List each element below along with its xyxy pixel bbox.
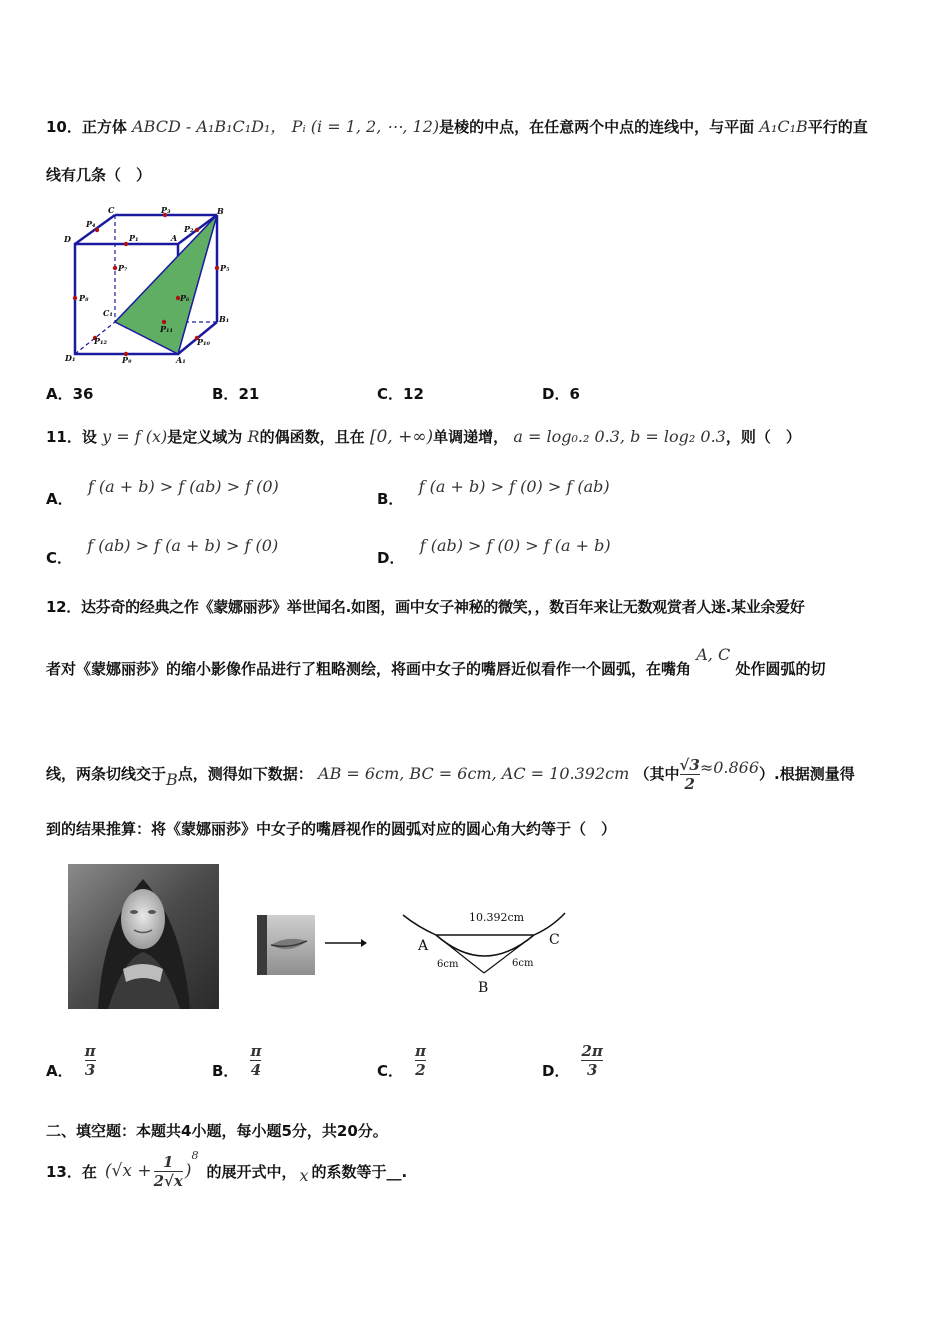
q10-option-b[interactable]: B．21 — [212, 385, 260, 403]
label-A: A — [171, 233, 178, 243]
arc-point-c: C — [549, 932, 560, 948]
label-C1: C₁ — [103, 308, 113, 318]
q10-line2: 线有几条（ ） — [46, 166, 152, 184]
arc-diagram — [398, 905, 570, 1000]
sqrt3-over-2: $\frac{√3}{2}$ — [679, 756, 700, 793]
two-pi-over-3: $\frac{2\pi}{3}$ — [581, 1042, 603, 1079]
label-P10: P₁₀ — [197, 337, 211, 347]
q11-option-c[interactable]: C． f (ab) > f (a + b) > f (0) — [46, 536, 279, 567]
q12-option-c[interactable]: C． $\frac{\pi}{2}$ — [377, 1042, 426, 1080]
arc-right-length: 6cm — [512, 958, 534, 969]
label-P2: P₂ — [184, 224, 194, 234]
q12-option-b[interactable]: B． $\frac{\pi}{4}$ — [212, 1042, 262, 1080]
q11-option-d[interactable]: D． f (ab) > f (0) > f (a + b) — [377, 536, 611, 567]
q10-option-a[interactable]: A．36 — [46, 385, 94, 403]
label-P9: P₉ — [122, 355, 132, 365]
q12-line1: 12．达芬奇的经典之作《蒙娜丽莎》举世闻名.如图，画中女子神秘的微笑，，数百年来让无数观赏者人迷.某业余爱好 — [46, 598, 805, 616]
q12-line3: 线，两条切线交于B点，测得如下数据： AB = 6cm, BC = 6cm, AC = 10.392cm （其中 $\frac{√3}{2}$ ≈0.866）.根据测量得 — [46, 756, 855, 793]
label-P12: P₁₂ — [94, 336, 108, 346]
label-P8: P₈ — [79, 293, 89, 303]
label-P6: P₆ — [180, 293, 190, 303]
label-P3: P₃ — [161, 205, 171, 215]
q10-option-c[interactable]: C．12 — [377, 385, 424, 403]
label-C: C — [108, 205, 115, 215]
q11-option-b[interactable]: B． f (a + b) > f (0) > f (ab) — [377, 477, 610, 508]
label-D1: D₁ — [65, 353, 76, 363]
pi-over-3: $\frac{\pi}{3}$ — [84, 1042, 96, 1079]
q12-line2: 者对《蒙娜丽莎》的缩小影像作品进行了粗略测绘，将画中女子的嘴唇近似看作一个圆弧，在嘴角 A, C 处作圆弧的切 — [46, 645, 826, 678]
arc-point-b: B — [478, 980, 489, 996]
q12-option-d[interactable]: D． $\frac{2\pi}{3}$ — [542, 1042, 603, 1080]
arc-top-label: 10.392cm — [469, 911, 525, 924]
pi-over-2: $\frac{\pi}{2}$ — [415, 1042, 426, 1079]
label-D: D — [64, 234, 71, 244]
q11-stem: 11．设 y = f (x)是定义域为 R的偶函数，且在 [0, +∞)单调递增， a = log₀.₂ 0.3, b = log₂ 0.3，则（ ） — [46, 427, 801, 447]
label-P1: P₁ — [129, 233, 139, 243]
q12-option-a[interactable]: A． $\frac{\pi}{3}$ — [46, 1042, 96, 1080]
label-P11: P₁₁ — [160, 324, 174, 334]
arc-left-length: 6cm — [437, 959, 459, 970]
pi-over-4: $\frac{\pi}{4}$ — [250, 1042, 262, 1079]
label-A1: A₁ — [176, 355, 186, 365]
arc-point-a: A — [418, 938, 429, 954]
q10-line1: 10．正方体 ABCD - A₁B₁C₁D₁， Pᵢ (i = 1, 2, ⋯, 12)是棱的中点，在任意两个中点的连线中，与平面 A₁C₁B平行的直 — [46, 117, 868, 136]
q13-stem: 13．在 (√x + $\frac{1}{2√x}$ ) 8 的展开式中， x 的系数等于__. — [46, 1148, 408, 1190]
label-P7: P₇ — [118, 263, 128, 273]
q11-option-a[interactable]: A． f (a + b) > f (ab) > f (0) — [46, 477, 279, 508]
label-P4: P₄ — [86, 219, 96, 229]
q10-option-d[interactable]: D．6 — [542, 385, 580, 403]
arrow-right-icon — [325, 936, 367, 950]
label-P5: P₅ — [220, 263, 230, 273]
q12-line4: 到的结果推算：将《蒙娜丽莎》中女子的嘴唇视作的圆弧对应的圆心角大约等于（ ） — [46, 820, 617, 838]
q13-fraction: $\frac{1}{2√x}$ — [153, 1152, 183, 1190]
mona-lisa-image — [68, 864, 219, 1009]
section-heading: 二、填空题：本题共4小题，每小题5分，共20分。 — [46, 1122, 388, 1140]
cube-figure — [60, 204, 240, 366]
label-B1: B₁ — [219, 314, 230, 324]
label-B: B — [217, 206, 224, 216]
lips-image — [257, 915, 315, 975]
